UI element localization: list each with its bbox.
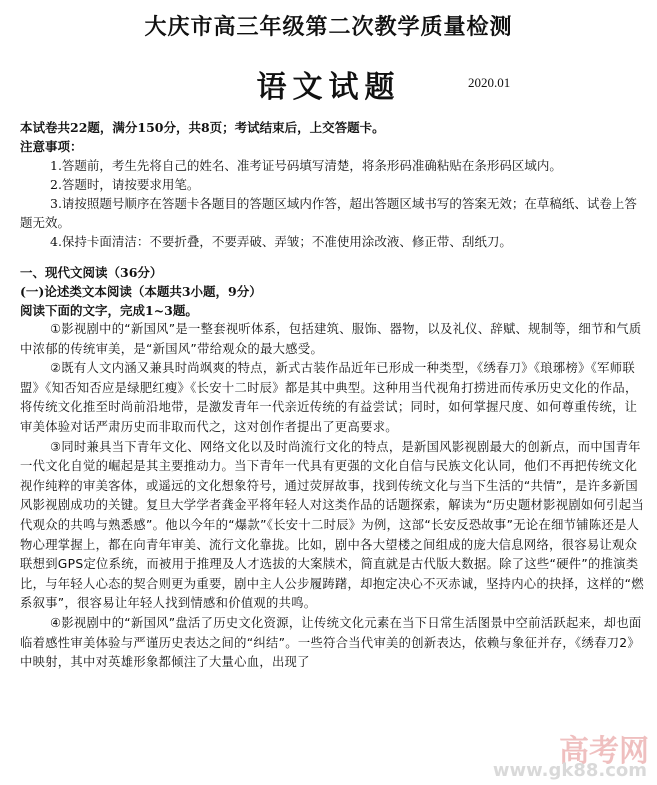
spacer bbox=[20, 251, 648, 263]
section-instruction: 阅读下面的文字，完成1~3题。 bbox=[20, 303, 198, 318]
exam-info: 本试卷共22题，满分150分，共8页；考试结束后，上交答题卡。 bbox=[20, 120, 385, 135]
notice-item: 1.答题前，考生先将自己的姓名、准考证号码填写清楚，将条形码准确粘贴在条形码区域内。 bbox=[50, 158, 562, 173]
section-heading: 一、现代文阅读（36分） bbox=[20, 265, 163, 280]
notice-item: 4.保持卡面清洁：不要折叠，不要弄破、弄皱；不准使用涂改液、修正带、刮纸刀。 bbox=[50, 234, 512, 249]
passage-paragraph: ③同时兼具当下青年文化、网络文化以及时尚流行文化的特点，是新国风影视剧最大的创新点，而中国青年一代文化自觉的崛起是其主要推动力。当下青年一代具有更强的文化自信与民族文化认同，他们不再把传统文化视作纯粹的审美客体，或遥远的文化想象符号，通过荧屏故事，找到传统文化与当下生活的“共情”，是许多新国风影视剧成功的关键。复旦大学学者龚金平将年轻人对这类作品的话题探索，解读为“历史题材影视剧如何引起当代观众的共鸣与熟悉感”。他以今年的“爆款”《长安十二时辰》为例，这部“长安反恐故事”无论在细节铺陈还是人物心理掌握上，都在向青年审美、流行文化靠拢。比如，剧中各大望楼之间组成的庞大信息网络，很容易让观众联想到GPS定位系统，而被用于推理及人才选拔的大案牍术，简直就是古代版大数据。除了这些“硬件”的推演类比，与年轻人心态的契合则更为重要，剧中主人公步履踌躇，却抱定决心不灭赤诚，坚持内心的抉择，这样的“燃系叙事”，很容易让年轻人找到情感和价值观的共鸣。 bbox=[20, 439, 644, 611]
passage-paragraph: ④影视剧中的“新国风”盘活了历史文化资源，让传统文化元素在当下日常生活图景中空前活跃起来，却也面临着感性审美体验与严谨历史表达之间的“纠结”。一些符合当代审美的创新表达，依赖与象征并存，《绣春刀2》中映射，其中对英雄形象都倾注了大量心血，出现了 bbox=[20, 615, 642, 670]
exam-date: 2020.01 bbox=[468, 75, 511, 90]
exam-title: 大庆市高三年级第二次教学质量检测 bbox=[144, 14, 513, 40]
watermark-logo-text: 高考网 bbox=[559, 734, 649, 769]
passage-paragraph: ①影视剧中的“新国风”是一整套视听体系，包括建筑、服饰、器物，以及礼仪、辞赋、规制等，细节和气质中浓郁的传统审美，是“新国风”带给观众的最大感受。 bbox=[20, 322, 642, 356]
notice-item: 2.答题时，请按要求用笔。 bbox=[50, 177, 200, 192]
site-watermark bbox=[478, 726, 653, 784]
passage-paragraph: ②既有人文内涵又兼具时尚飒爽的特点，新式古装作品近年已形成一种类型，《绣春刀》《琅琊榜》《军师联盟》《知否知否应是绿肥红瘦》《长安十二时辰》都是其中典型。这种用当代视角打捞进而传承历史文化的作品，将传统文化推至时尚前沿地带，是激发青年一代亲近传统的有益尝试；同时，如何掌握尺度、如何尊重传统，让审美体验对话严肃历史而非取而代之，这对创作者提出了更高要求。 bbox=[20, 361, 638, 434]
exam-body bbox=[20, 118, 648, 673]
notice-item: 3.请按照题号顺序在答题卡各题目的答题区域内作答，超出答题区域书写的答案无效；在草稿纸、试卷上答题无效。 bbox=[20, 196, 637, 230]
section-subheading: (一)论述类文本阅读（本题共3小题，9分） bbox=[20, 284, 262, 299]
watermark-url-text: www.gk88.com bbox=[492, 760, 647, 781]
subject-title: 语文试题 bbox=[256, 70, 401, 105]
notice-heading: 注意事项： bbox=[20, 139, 83, 154]
